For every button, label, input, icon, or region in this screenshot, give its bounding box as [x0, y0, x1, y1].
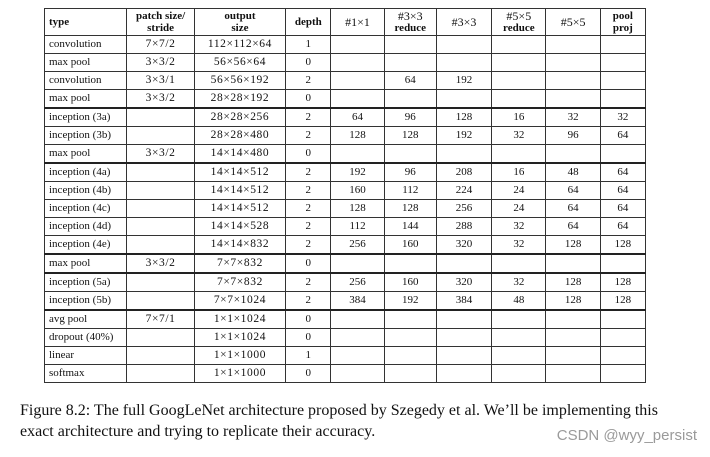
conv1x1-cell [331, 365, 384, 383]
pool-proj-cell: 64 [600, 200, 645, 218]
patch-stride-cell: 3×3/2 [127, 145, 194, 164]
patch-stride-cell [127, 200, 194, 218]
depth-cell: 2 [286, 273, 331, 292]
output-size-cell: 14×14×512 [194, 182, 285, 200]
conv1x1-cell [331, 54, 384, 72]
conv3x3-cell: 128 [436, 108, 491, 127]
header-type: type [45, 9, 127, 36]
conv3x3-reduce-cell: 144 [384, 218, 436, 236]
conv5x5-cell [546, 329, 600, 347]
type-cell: max pool [45, 54, 127, 72]
conv5x5-reduce-cell [492, 365, 546, 383]
depth-cell: 2 [286, 108, 331, 127]
output-size-cell: 14×14×512 [194, 163, 285, 182]
patch-stride-cell: 3×3/2 [127, 90, 194, 109]
type-cell: avg pool [45, 310, 127, 329]
conv5x5-cell: 128 [546, 273, 600, 292]
type-cell: inception (5a) [45, 273, 127, 292]
patch-stride-cell [127, 218, 194, 236]
table-row [45, 182, 646, 200]
table-row [45, 218, 646, 236]
table-row [45, 127, 646, 145]
conv3x3-cell: 192 [436, 127, 491, 145]
conv3x3-reduce-cell: 64 [384, 72, 436, 90]
conv3x3-cell [436, 36, 491, 54]
table-row [45, 145, 646, 164]
header-1x1: #1×1 [331, 9, 384, 36]
header-output-size: output size [194, 9, 285, 36]
type-cell: softmax [45, 365, 127, 383]
conv1x1-cell: 256 [331, 236, 384, 255]
conv1x1-cell: 128 [331, 127, 384, 145]
output-size-cell: 1×1×1000 [194, 347, 285, 365]
conv3x3-cell: 256 [436, 200, 491, 218]
output-size-cell: 14×14×832 [194, 236, 285, 255]
type-cell: inception (4b) [45, 182, 127, 200]
conv5x5-cell [546, 365, 600, 383]
conv1x1-cell [331, 347, 384, 365]
conv5x5-reduce-cell: 32 [492, 218, 546, 236]
type-cell: dropout (40%) [45, 329, 127, 347]
conv3x3-reduce-cell [384, 329, 436, 347]
header-pool-proj: pool proj [600, 9, 645, 36]
type-cell: convolution [45, 36, 127, 54]
output-size-cell: 14×14×480 [194, 145, 285, 164]
conv5x5-cell: 32 [546, 108, 600, 127]
output-size-cell: 7×7×832 [194, 254, 285, 273]
header-patch-size-stride: patch size/ stride [127, 9, 194, 36]
conv5x5-cell [546, 347, 600, 365]
conv5x5-cell: 128 [546, 292, 600, 311]
table-row [45, 236, 646, 255]
pool-proj-cell [600, 310, 645, 329]
table-row [45, 163, 646, 182]
type-cell: inception (4e) [45, 236, 127, 255]
patch-stride-cell: 7×7/1 [127, 310, 194, 329]
pool-proj-cell: 128 [600, 292, 645, 311]
type-cell: max pool [45, 90, 127, 109]
conv5x5-cell: 128 [546, 236, 600, 255]
pool-proj-cell: 64 [600, 218, 645, 236]
pool-proj-cell: 128 [600, 273, 645, 292]
conv5x5-cell [546, 90, 600, 109]
conv3x3-reduce-cell: 96 [384, 163, 436, 182]
patch-stride-cell: 3×3/1 [127, 72, 194, 90]
pool-proj-cell [600, 54, 645, 72]
type-cell: inception (3b) [45, 127, 127, 145]
header-depth: depth [286, 9, 331, 36]
conv1x1-cell [331, 145, 384, 164]
conv3x3-reduce-cell [384, 365, 436, 383]
conv3x3-reduce-cell: 128 [384, 127, 436, 145]
output-size-cell: 1×1×1000 [194, 365, 285, 383]
output-size-cell: 28×28×256 [194, 108, 285, 127]
pool-proj-cell: 32 [600, 108, 645, 127]
patch-stride-cell [127, 182, 194, 200]
depth-cell: 2 [286, 127, 331, 145]
conv3x3-cell: 320 [436, 236, 491, 255]
depth-cell: 2 [286, 200, 331, 218]
conv5x5-reduce-cell [492, 329, 546, 347]
output-size-cell: 1×1×1024 [194, 310, 285, 329]
conv1x1-cell [331, 329, 384, 347]
depth-cell: 0 [286, 329, 331, 347]
conv1x1-cell [331, 254, 384, 273]
depth-cell: 0 [286, 365, 331, 383]
depth-cell: 0 [286, 254, 331, 273]
conv5x5-cell [546, 72, 600, 90]
table-row [45, 273, 646, 292]
depth-cell: 0 [286, 54, 331, 72]
conv3x3-cell [436, 365, 491, 383]
table-row [45, 108, 646, 127]
conv1x1-cell: 160 [331, 182, 384, 200]
table-body [45, 36, 646, 383]
conv1x1-cell: 256 [331, 273, 384, 292]
conv1x1-cell [331, 90, 384, 109]
conv5x5-reduce-cell: 32 [492, 236, 546, 255]
conv3x3-cell: 288 [436, 218, 491, 236]
conv5x5-reduce-cell [492, 90, 546, 109]
output-size-cell: 7×7×1024 [194, 292, 285, 311]
output-size-cell: 1×1×1024 [194, 329, 285, 347]
table-header-row [45, 9, 646, 36]
conv1x1-cell: 384 [331, 292, 384, 311]
conv3x3-reduce-cell [384, 145, 436, 164]
conv3x3-reduce-cell: 160 [384, 236, 436, 255]
conv3x3-cell: 192 [436, 72, 491, 90]
conv5x5-reduce-cell: 24 [492, 200, 546, 218]
pool-proj-cell [600, 329, 645, 347]
conv3x3-reduce-cell [384, 310, 436, 329]
pool-proj-cell: 64 [600, 127, 645, 145]
conv3x3-reduce-cell: 112 [384, 182, 436, 200]
output-size-cell: 28×28×192 [194, 90, 285, 109]
conv3x3-reduce-cell [384, 90, 436, 109]
table-row [45, 200, 646, 218]
depth-cell: 2 [286, 72, 331, 90]
type-cell: inception (4d) [45, 218, 127, 236]
conv1x1-cell: 64 [331, 108, 384, 127]
patch-stride-cell [127, 163, 194, 182]
conv5x5-reduce-cell: 32 [492, 127, 546, 145]
patch-stride-cell [127, 273, 194, 292]
conv5x5-reduce-cell [492, 145, 546, 164]
header-5x5-reduce: #5×5 reduce [492, 9, 546, 36]
conv3x3-cell: 224 [436, 182, 491, 200]
table-row [45, 90, 646, 109]
architecture-table [44, 8, 646, 383]
patch-stride-cell [127, 127, 194, 145]
patch-stride-cell [127, 236, 194, 255]
conv1x1-cell: 112 [331, 218, 384, 236]
table-row [45, 254, 646, 273]
output-size-cell: 112×112×64 [194, 36, 285, 54]
conv3x3-cell [436, 347, 491, 365]
conv3x3-cell [436, 329, 491, 347]
type-cell: max pool [45, 145, 127, 164]
conv5x5-reduce-cell [492, 310, 546, 329]
conv5x5-cell [546, 36, 600, 54]
conv1x1-cell [331, 310, 384, 329]
conv5x5-cell: 96 [546, 127, 600, 145]
table-row [45, 329, 646, 347]
pool-proj-cell: 64 [600, 163, 645, 182]
pool-proj-cell [600, 145, 645, 164]
conv5x5-reduce-cell: 32 [492, 273, 546, 292]
conv5x5-cell: 48 [546, 163, 600, 182]
conv3x3-cell [436, 145, 491, 164]
type-cell: max pool [45, 254, 127, 273]
pool-proj-cell [600, 72, 645, 90]
table-row [45, 54, 646, 72]
watermark: CSDN @wyy_persist [556, 427, 697, 444]
output-size-cell: 56×56×192 [194, 72, 285, 90]
conv1x1-cell [331, 36, 384, 54]
conv3x3-cell [436, 54, 491, 72]
table-row [45, 36, 646, 54]
table-row [45, 72, 646, 90]
pool-proj-cell: 64 [600, 182, 645, 200]
conv3x3-cell [436, 310, 491, 329]
patch-stride-cell [127, 347, 194, 365]
conv5x5-cell [546, 254, 600, 273]
patch-stride-cell [127, 365, 194, 383]
conv3x3-reduce-cell: 160 [384, 273, 436, 292]
pool-proj-cell [600, 254, 645, 273]
conv1x1-cell: 192 [331, 163, 384, 182]
conv1x1-cell: 128 [331, 200, 384, 218]
conv3x3-reduce-cell: 96 [384, 108, 436, 127]
table-row [45, 347, 646, 365]
conv5x5-reduce-cell [492, 347, 546, 365]
depth-cell: 2 [286, 182, 331, 200]
conv5x5-reduce-cell [492, 72, 546, 90]
table-row [45, 310, 646, 329]
conv5x5-cell: 64 [546, 218, 600, 236]
conv5x5-reduce-cell [492, 254, 546, 273]
patch-stride-cell [127, 292, 194, 311]
conv3x3-reduce-cell [384, 254, 436, 273]
depth-cell: 2 [286, 236, 331, 255]
conv3x3-cell: 384 [436, 292, 491, 311]
patch-stride-cell: 3×3/2 [127, 54, 194, 72]
depth-cell: 2 [286, 218, 331, 236]
conv3x3-reduce-cell [384, 54, 436, 72]
patch-stride-cell [127, 329, 194, 347]
depth-cell: 2 [286, 163, 331, 182]
conv3x3-reduce-cell [384, 36, 436, 54]
conv3x3-cell: 208 [436, 163, 491, 182]
output-size-cell: 14×14×528 [194, 218, 285, 236]
conv3x3-reduce-cell [384, 347, 436, 365]
output-size-cell: 14×14×512 [194, 200, 285, 218]
type-cell: convolution [45, 72, 127, 90]
conv5x5-cell: 64 [546, 200, 600, 218]
conv5x5-cell: 64 [546, 182, 600, 200]
pool-proj-cell [600, 90, 645, 109]
type-cell: linear [45, 347, 127, 365]
pool-proj-cell [600, 365, 645, 383]
conv5x5-reduce-cell: 16 [492, 163, 546, 182]
output-size-cell: 28×28×480 [194, 127, 285, 145]
depth-cell: 2 [286, 292, 331, 311]
depth-cell: 0 [286, 145, 331, 164]
depth-cell: 1 [286, 36, 331, 54]
patch-stride-cell: 3×3/2 [127, 254, 194, 273]
conv3x3-cell: 320 [436, 273, 491, 292]
type-cell: inception (5b) [45, 292, 127, 311]
pool-proj-cell [600, 347, 645, 365]
table-row [45, 292, 646, 311]
pool-proj-cell [600, 36, 645, 54]
header-5x5: #5×5 [546, 9, 600, 36]
conv5x5-reduce-cell: 24 [492, 182, 546, 200]
conv5x5-reduce-cell [492, 54, 546, 72]
conv3x3-reduce-cell: 192 [384, 292, 436, 311]
depth-cell: 1 [286, 347, 331, 365]
pool-proj-cell: 128 [600, 236, 645, 255]
conv1x1-cell [331, 72, 384, 90]
conv5x5-cell [546, 54, 600, 72]
patch-stride-cell: 7×7/2 [127, 36, 194, 54]
patch-stride-cell [127, 108, 194, 127]
header-3x3-reduce: #3×3 reduce [384, 9, 436, 36]
conv3x3-cell [436, 254, 491, 273]
type-cell: inception (4a) [45, 163, 127, 182]
conv5x5-cell [546, 310, 600, 329]
conv3x3-cell [436, 90, 491, 109]
conv5x5-reduce-cell: 16 [492, 108, 546, 127]
conv5x5-reduce-cell: 48 [492, 292, 546, 311]
header-3x3: #3×3 [436, 9, 491, 36]
conv5x5-reduce-cell [492, 36, 546, 54]
type-cell: inception (3a) [45, 108, 127, 127]
depth-cell: 0 [286, 90, 331, 109]
conv3x3-reduce-cell: 128 [384, 200, 436, 218]
output-size-cell: 7×7×832 [194, 273, 285, 292]
output-size-cell: 56×56×64 [194, 54, 285, 72]
figure-caption: Figure 8.2: The full GoogLeNet architecture proposed by Szegedy et al. We’ll be implementing this exact architecture and trying to replicate their accuracy. [20, 402, 658, 440]
table-row [45, 365, 646, 383]
depth-cell: 0 [286, 310, 331, 329]
conv5x5-cell [546, 145, 600, 164]
type-cell: inception (4c) [45, 200, 127, 218]
